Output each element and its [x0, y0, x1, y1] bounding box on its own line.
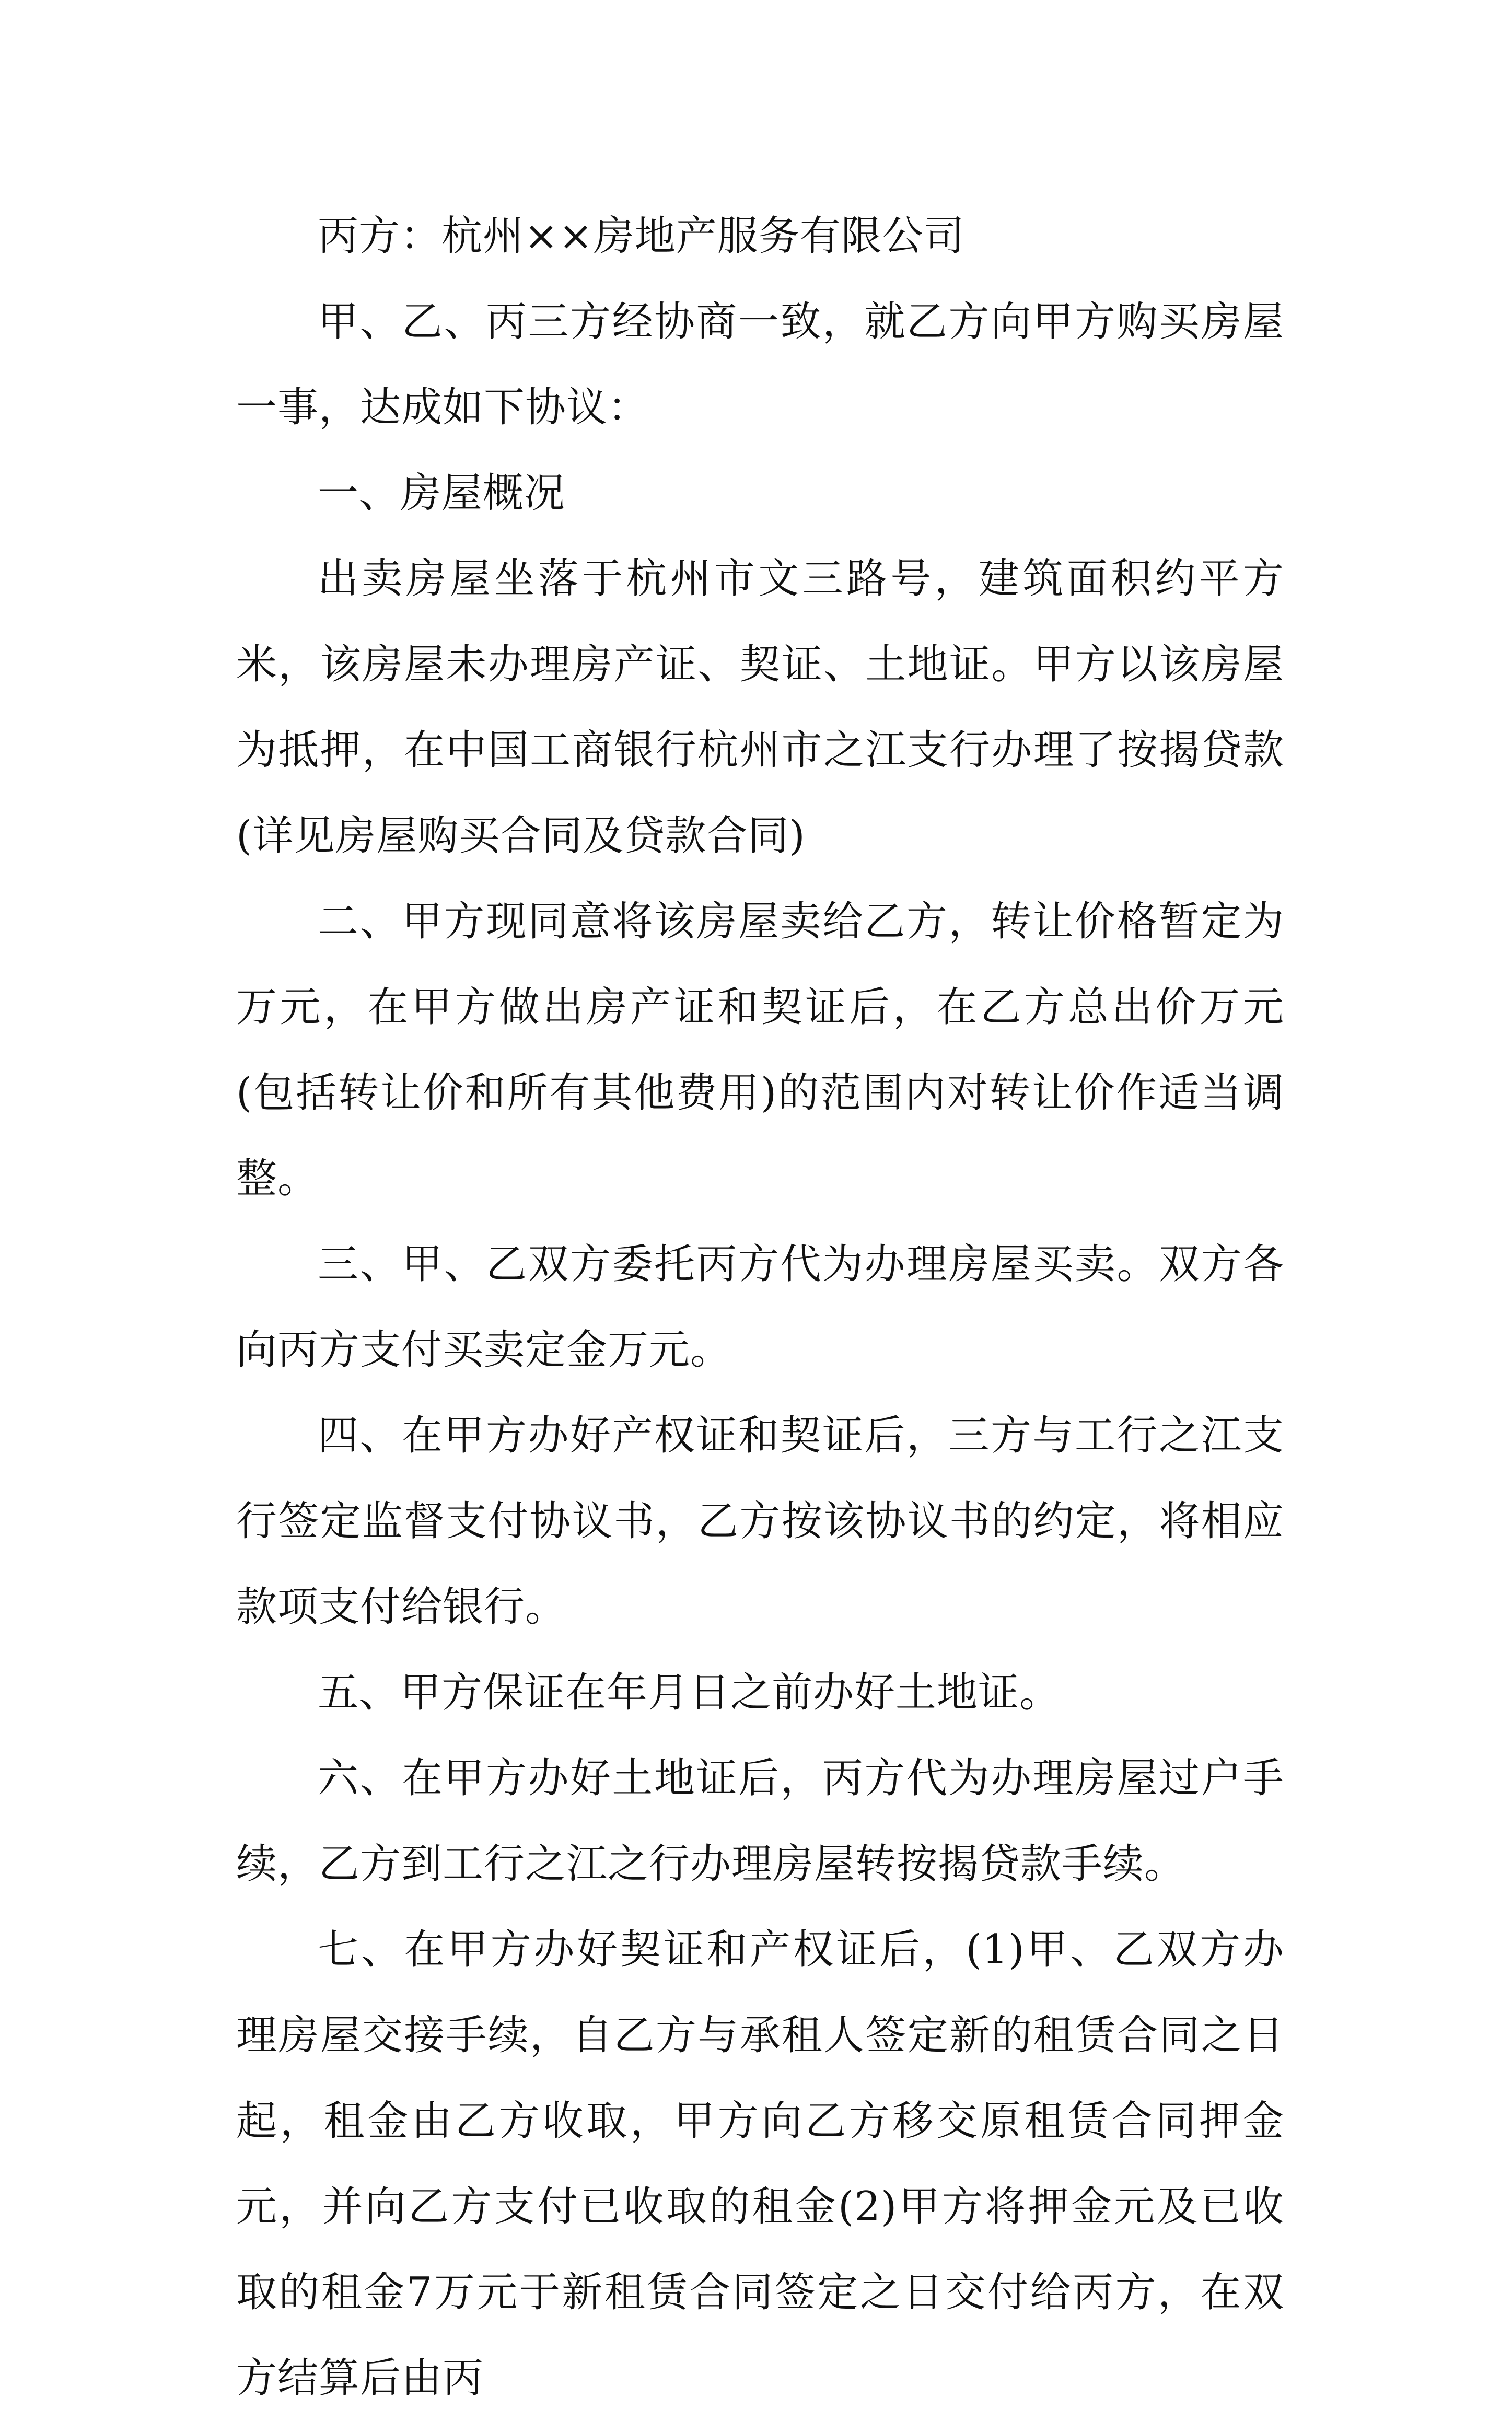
- clause-5: 五、甲方保证在年月日之前办好土地证。: [318, 1669, 1061, 1716]
- clause-6: 六、在甲方办好土地证后，丙方代为办理房屋过户手续，乙方到工行之江之行办理房屋转按揭贷款手续。: [236, 1755, 1284, 1888]
- clause-3: 三、甲、乙双方委托丙方代为办理房屋买卖。双方各向丙方支付买卖定金万元。: [236, 1241, 1284, 1374]
- contract-body: [236, 193, 1284, 2421]
- clause-2: 二、甲方现同意将该房屋卖给乙方，转让价格暂定为万元，在甲方做出房产证和契证后，在乙方总出价万元(包括转让价和所有其他费用)的范围内对转让价作适当调整。: [236, 898, 1284, 1202]
- section-heading-property-overview: 一、房屋概况: [318, 470, 566, 517]
- agreement-intro: 甲、乙、丙三方经协商一致，就乙方向甲方购买房屋一事，达成如下协议：: [236, 298, 1284, 431]
- property-description: 出卖房屋坐落于杭州市文三路号，建筑面积约平方米，该房屋未办理房产证、契证、土地证。甲方以该房屋为抵押，在中国工商银行杭州市之江支行办理了按揭贷款(详见房屋购买合同及贷款合同): [236, 555, 1284, 859]
- clause-4: 四、在甲方办好产权证和契证后，三方与工行之江支行签定监督支付协议书，乙方按该协议书的约定，将相应款项支付给银行。: [236, 1412, 1284, 1631]
- clause-7: 七、在甲方办好契证和产权证后，(1)甲、乙双方办理房屋交接手续，自乙方与承租人签定新的租赁合同之日起，租金由乙方收取，甲方向乙方移交原租赁合同押金元，并向乙方支付已收取的租金(2)甲方将押金元及已收取的租金7万元于新租赁合同签定之日交付给丙方，在双方结算后由丙: [236, 1926, 1284, 2402]
- party-c-line: 丙方：杭州××房地产服务有限公司: [318, 213, 965, 260]
